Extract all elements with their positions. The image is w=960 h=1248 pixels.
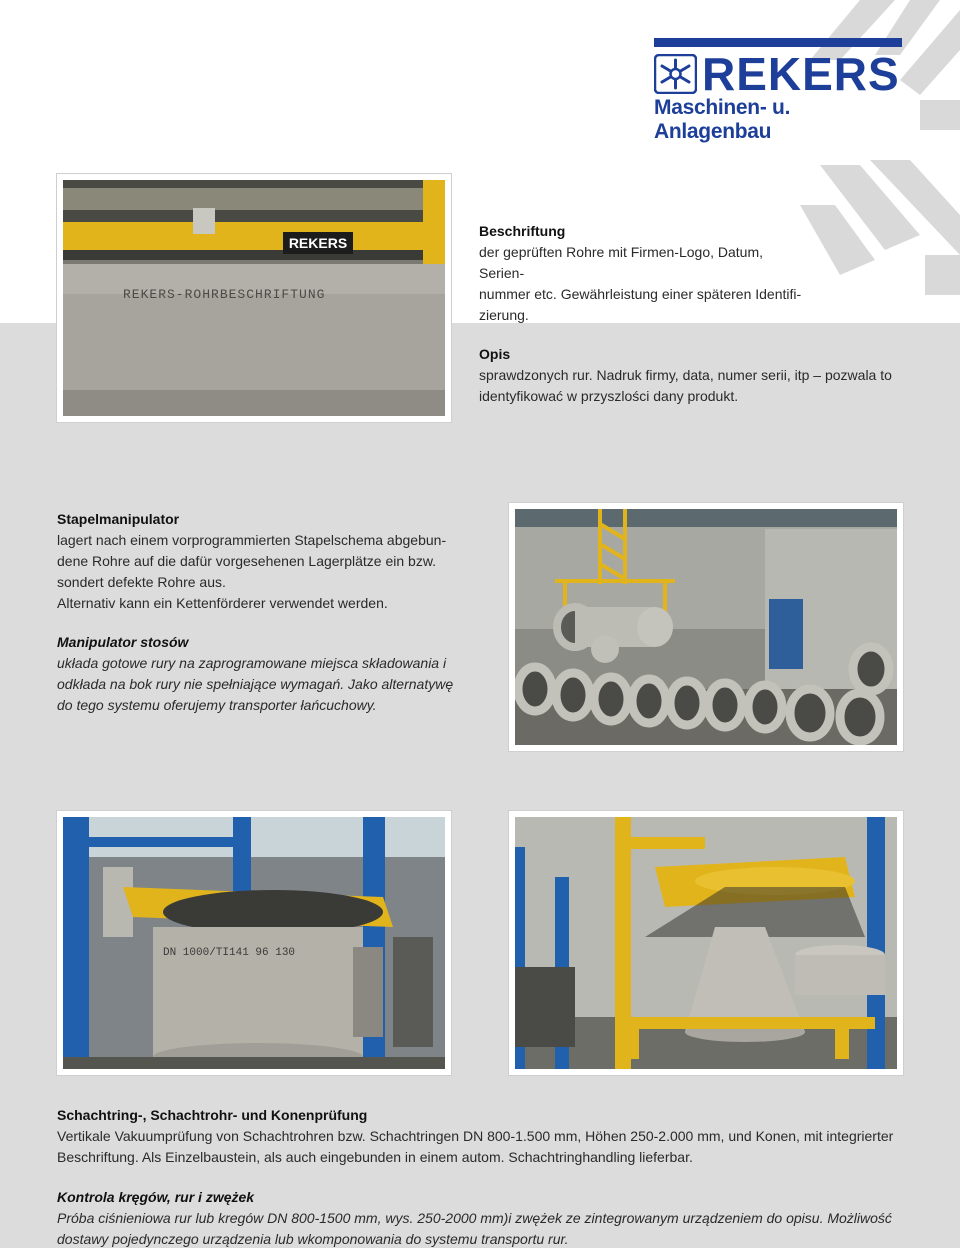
section2-de-line: lagert nach einem vorprogrammierten Stapelschema abgebun- (57, 532, 447, 548)
section1-de-line: zierung. (479, 307, 529, 323)
section1-de-title: Beschriftung (479, 223, 566, 239)
section3-de-line: Beschriftung. Als Einzelbaustein, als auch eingebunden in einem autom. Schachtringhandling lieferbar. (57, 1149, 693, 1165)
photo1-label: REKERS (288, 235, 348, 251)
section1-de-line: der geprüften Rohre mit Firmen-Logo, Datum, Serien- (479, 244, 764, 281)
logo-wordmark: REKERS (702, 48, 900, 100)
section2-de-text (57, 509, 477, 614)
section1-de-text (479, 221, 809, 326)
rekers-logo (652, 38, 902, 143)
section3-pl-line: dostawy pojedynczego urządzenia lub wkomponowania do systemu transportu rur. (57, 1231, 569, 1247)
section3-de-title: Schachtring-, Schachtrohr- und Konenprüfung (57, 1107, 368, 1123)
snowflake-emblem-icon (654, 54, 697, 94)
section2-pl-line: do tego systemu oferujemy transporter łańcuchowy. (57, 697, 377, 713)
section1-pl-text (479, 344, 919, 407)
section1-pl-line: identyfikować w przyszlości dany produkt. (479, 388, 739, 404)
section2-de-line: Alternativ kann ein Kettenförderer verwendet werden. (57, 595, 388, 611)
logo-top-bar (654, 38, 902, 47)
logo-tagline: Maschinen- u. Anlagenbau (654, 96, 791, 143)
section3-de-line: Vertikale Vakuumprüfung von Schachtrohren bzw. Schachtringen DN 800-1.500 mm, Höhen 250-2.000 mm, und Konen, mit integrierter (57, 1128, 894, 1144)
section1-pl-title: Opis (479, 346, 511, 362)
photo-cone-test (509, 811, 903, 1075)
section3-pl-text (57, 1187, 927, 1248)
photo-manhole-ring-test (57, 811, 451, 1075)
photo1-pipe-print: REKERS-ROHRBESCHRIFTUNG (123, 287, 326, 302)
section2-pl-line: odkłada na bok rury nie spełniające wymagań. Jako alternatywę (57, 676, 454, 692)
section1-de-line: nummer etc. Gewährleistung einer späteren Identifi- (479, 286, 802, 302)
section2-de-line: dene Rohre auf die dafür vorgesehenen Lagerplätze ein bzw. (57, 553, 437, 569)
photo-stacking-manipulator (509, 503, 903, 751)
section3-pl-line: Próba ciśnieniowa rur lub kregów DN 800-1500 mm, wys. 250-2000 mm)i zwężek ze zintegrowanym urządzeniem do opisu. Możliwość (57, 1210, 892, 1226)
photo-pipe-labeling (57, 174, 451, 422)
section2-pl-text (57, 632, 477, 716)
section2-pl-line: układa gotowe rury na zaprogramowane miejsca składowania i (57, 655, 447, 671)
section2-de-title: Stapelmanipulator (57, 511, 180, 527)
section3-de-text (57, 1105, 927, 1168)
section2-de-line: sondert defekte Rohre aus. (57, 574, 226, 590)
section1-pl-line: sprawdzonych rur. Nadruk firmy, data, numer serii, itp – pozwala to (479, 367, 892, 383)
section2-pl-title: Manipulator stosów (57, 634, 189, 650)
section3-pl-title: Kontrola kręgów, rur i zwężek (57, 1189, 255, 1205)
photo3-pipe-print: DN 1000/TI141 96 130 (163, 947, 296, 959)
